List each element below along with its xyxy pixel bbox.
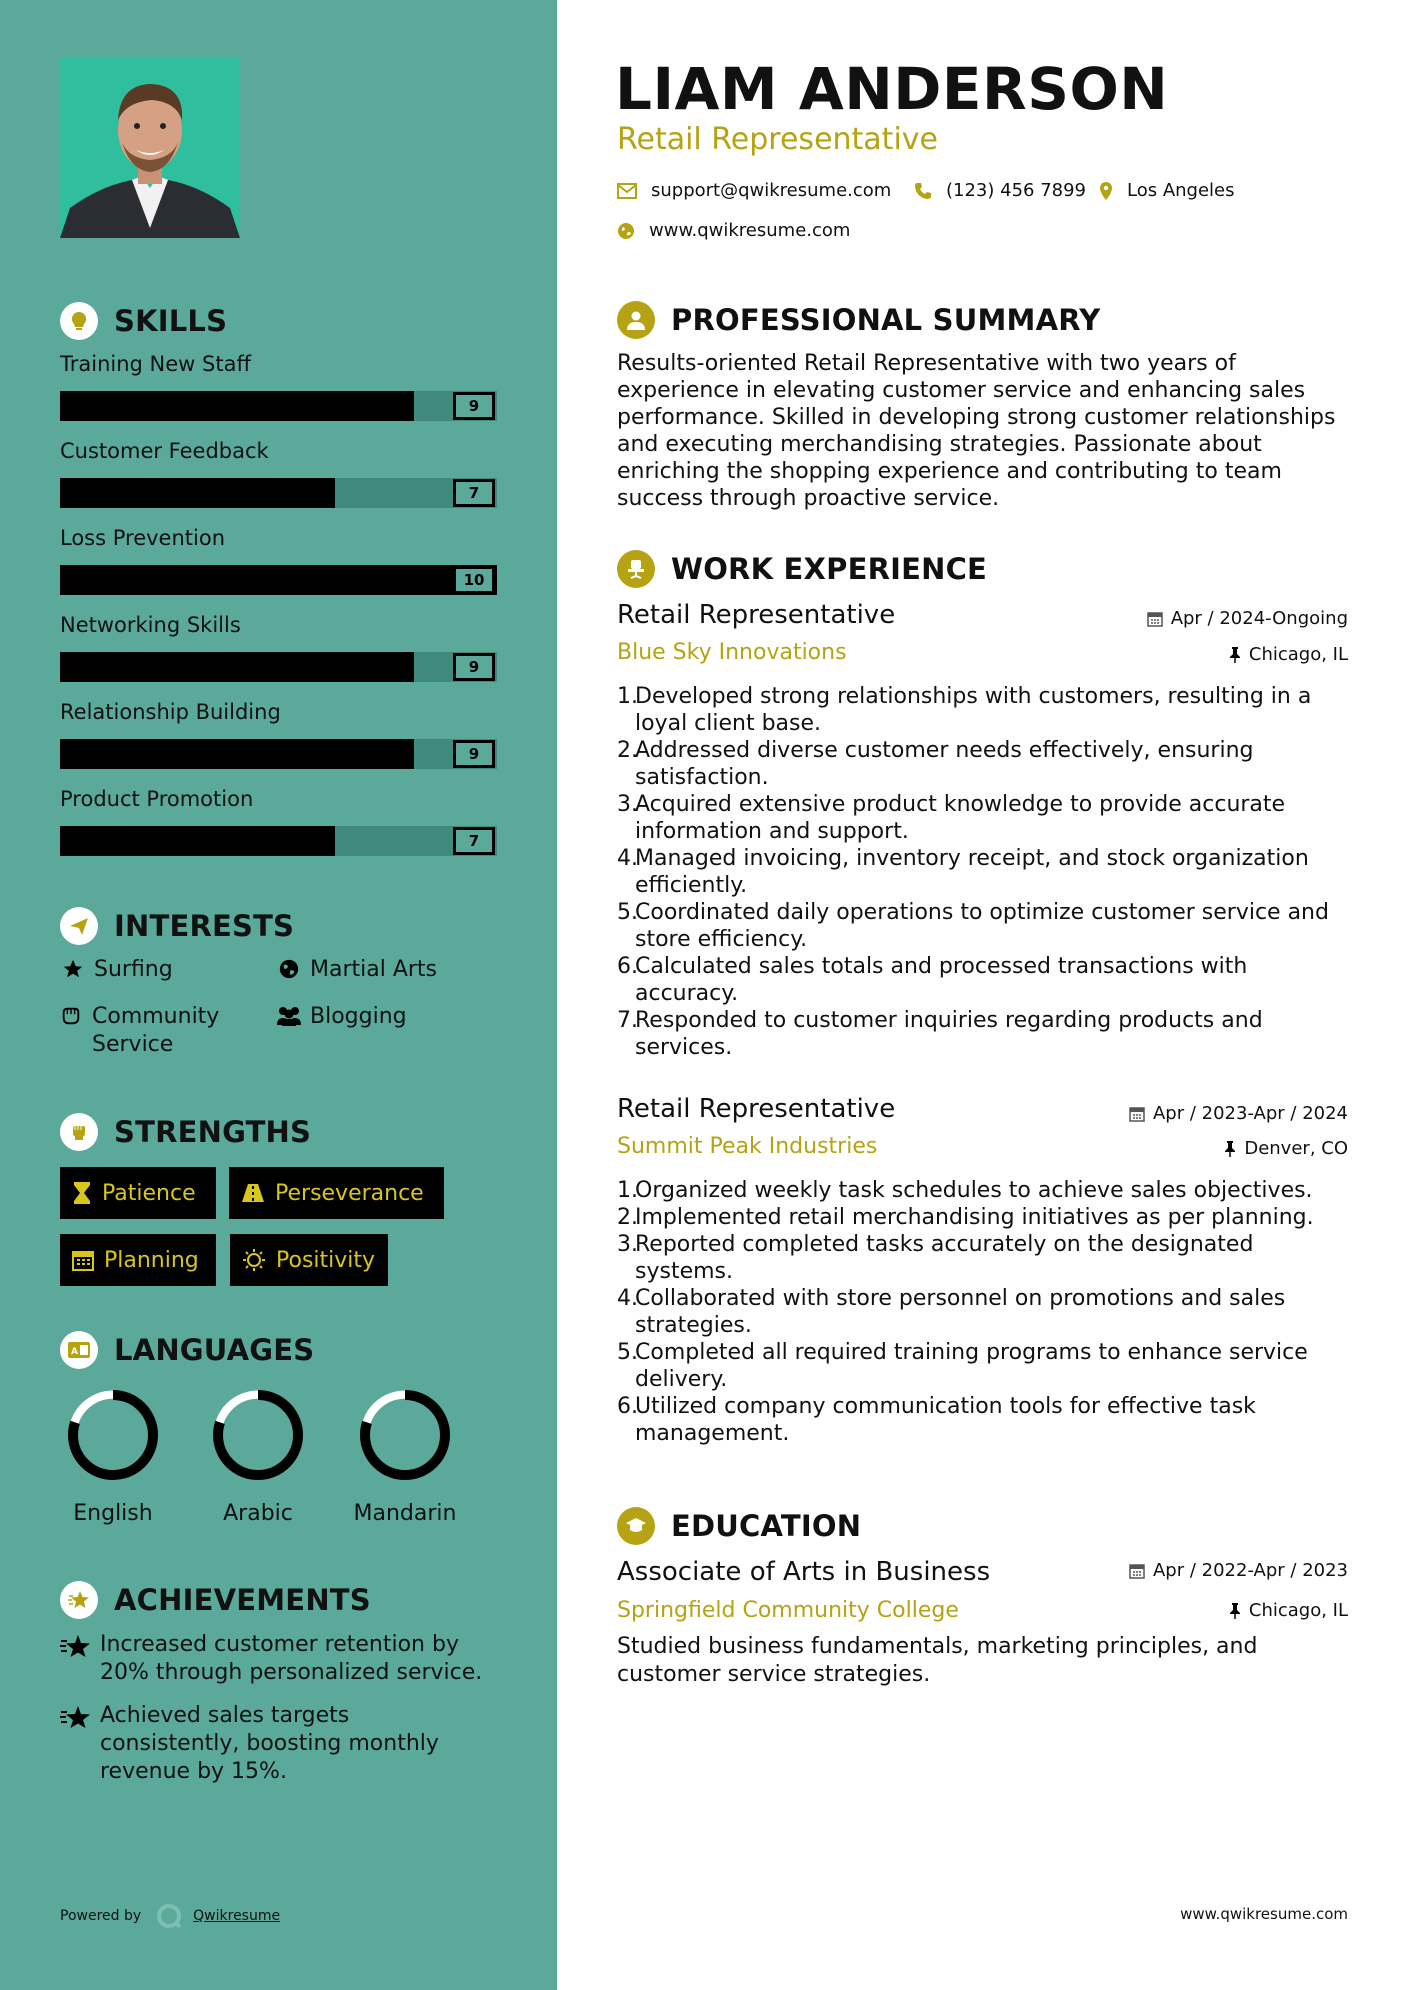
hourglass-icon (72, 1181, 92, 1205)
bullet-number: 5. (617, 900, 638, 925)
education-school: Springfield Community College (617, 1598, 959, 1623)
skill-bar-fill (60, 652, 414, 682)
education-description (617, 1633, 1357, 1689)
bullet-line: delivery. (635, 1367, 728, 1392)
bullet-line: strategies. (635, 1313, 752, 1338)
calendar-icon (72, 1249, 94, 1271)
skill-bar-fill (60, 391, 414, 421)
skill-label: Loss Prevention (60, 526, 226, 550)
job-date (1147, 608, 1348, 629)
bullet-line: loyal client base. (635, 711, 822, 736)
job-bullet (617, 845, 1377, 899)
language-ring (65, 1387, 161, 1483)
job-bullet (617, 899, 1377, 953)
job-date-text: Apr / 2023-Apr / 2024 (1152, 1103, 1348, 1124)
achievement-line: 20% through personalized service. (100, 1660, 483, 1685)
strength-label: Planning (104, 1247, 199, 1273)
language-ring (357, 1387, 453, 1483)
main-content (557, 0, 1407, 1990)
language-name: Arabic (223, 1501, 293, 1526)
job-bullet (617, 1393, 1377, 1447)
skill-score-badge: 7 (453, 827, 495, 855)
bullet-line: information and support. (635, 819, 909, 844)
bullet-line: Reported completed tasks accurately on the designated (635, 1232, 1254, 1257)
job-bullet (617, 1177, 1377, 1204)
skill-label: Customer Feedback (60, 439, 269, 463)
skill-bar (60, 565, 497, 595)
bullet-number: 2. (617, 1205, 638, 1230)
interest-surfing (60, 956, 173, 984)
skill-bar (60, 391, 497, 421)
interest-label: Blogging (310, 1004, 407, 1029)
globe-icon (617, 222, 635, 240)
skill-bar-fill (60, 565, 497, 595)
translate-icon (60, 1331, 98, 1369)
envelope-icon (617, 183, 637, 199)
phone-icon (914, 182, 932, 200)
interest-label-line1: Community (92, 1004, 220, 1029)
skill-bar-fill (60, 739, 414, 769)
bullet-line: Organized weekly task schedules to achieve sales objectives. (635, 1178, 1313, 1203)
bullet-line: Coordinated daily operations to optimize customer service and (635, 900, 1329, 925)
pushpin-icon (1224, 1140, 1236, 1158)
bullet-number: 4. (617, 1286, 638, 1311)
bullet-line: Collaborated with store personnel on promotions and sales (635, 1286, 1286, 1311)
bullet-text (635, 953, 1247, 1007)
strengths-heading (60, 1113, 311, 1151)
bullet-line: Addressed diverse customer needs effectively, ensuring (635, 738, 1254, 763)
graduation-cap-icon (617, 1507, 655, 1545)
education-degree: Associate of Arts in Business (617, 1557, 991, 1587)
powered-by (60, 1902, 280, 1930)
achievements-heading (60, 1581, 371, 1619)
candidate-name: LIAM ANDERSON (615, 55, 1169, 123)
skill-bar-fill (60, 478, 335, 508)
profile-photo (60, 58, 240, 238)
strength-chip-planning (60, 1234, 216, 1286)
bullet-line: efficiently. (635, 873, 748, 898)
job-bullet (617, 1007, 1377, 1061)
education-title: EDUCATION (671, 1509, 862, 1543)
job-location (1229, 644, 1348, 665)
achievement-text (100, 1631, 482, 1687)
languages-heading (60, 1331, 314, 1369)
bullet-line: Managed invoicing, inventory receipt, and stock organization (635, 846, 1309, 871)
phone-text: (123) 456 7899 (946, 180, 1087, 201)
achievement-line: revenue by 15%. (100, 1759, 287, 1784)
lightbulb-icon (60, 302, 98, 340)
summary-line: success through proactive service. (617, 486, 1000, 511)
summary-line: experience in elevating customer service and enhancing sales (617, 378, 1306, 403)
star-badge-icon (60, 1631, 100, 1687)
education-location (1229, 1600, 1348, 1621)
star-icon (60, 956, 86, 980)
education-heading (617, 1507, 861, 1545)
skill-score-badge: 9 (453, 653, 495, 681)
strength-label: Perseverance (275, 1180, 424, 1206)
sun-icon (242, 1248, 266, 1272)
interest-community-service (58, 1003, 219, 1059)
experience-heading (617, 550, 987, 588)
job-date-text: Apr / 2024-Ongoing (1170, 608, 1348, 629)
bullet-number: 1. (617, 1178, 638, 1203)
languages-title: LANGUAGES (114, 1333, 315, 1367)
bullet-line: Developed strong relationships with customers, resulting in a (635, 684, 1312, 709)
job-title: Retail Representative (617, 600, 896, 630)
bullet-number: 6. (617, 1394, 638, 1419)
skill-label: Relationship Building (60, 700, 281, 724)
powered-by-label: Powered by (60, 1908, 142, 1924)
interest-martial-arts (276, 956, 437, 984)
strength-label: Positivity (276, 1247, 376, 1273)
language-name: Mandarin (353, 1501, 457, 1526)
skill-label: Networking Skills (60, 613, 241, 637)
experience-title: WORK EXPERIENCE (671, 552, 988, 586)
bullet-text (635, 899, 1329, 953)
bullet-text (635, 1393, 1256, 1447)
bullet-text (635, 1007, 1263, 1061)
skill-score-badge: 10 (453, 566, 495, 594)
education-desc-line: Studied business fundamentals, marketing principles, and (617, 1634, 1258, 1659)
job-bullets (617, 683, 1377, 1061)
bullet-text (635, 683, 1311, 737)
job-company: Summit Peak Industries (617, 1134, 878, 1159)
contact-website[interactable] (617, 220, 850, 241)
bullet-line: Acquired extensive product knowledge to provide accurate (635, 792, 1286, 817)
job-location (1224, 1138, 1348, 1159)
svg-text:A: A (71, 1347, 78, 1357)
website-text: www.qwikresume.com (649, 220, 851, 241)
education-date-text: Apr / 2022-Apr / 2023 (1152, 1560, 1348, 1581)
language-ring (210, 1387, 306, 1483)
hand-icon (58, 1003, 84, 1027)
bullet-line: Calculated sales totals and processed transactions with (635, 954, 1248, 979)
achievement-item (60, 1631, 500, 1687)
education-location-text: Chicago, IL (1248, 1600, 1348, 1621)
bullet-text (635, 1231, 1253, 1285)
bullet-text (635, 845, 1309, 899)
language-name: English (73, 1501, 153, 1526)
bullet-text (635, 737, 1253, 791)
bullet-text (635, 791, 1285, 845)
fist-icon (60, 1113, 98, 1151)
sidebar (0, 0, 557, 1990)
paper-plane-icon (60, 907, 98, 945)
calendar-icon (1129, 1106, 1145, 1122)
bullet-number: 1. (617, 684, 638, 709)
bullet-number: 3. (617, 1232, 638, 1257)
skill-score-badge: 9 (453, 740, 495, 768)
bullet-line: satisfaction. (635, 765, 769, 790)
bullet-line: services. (635, 1035, 733, 1060)
achievements-title: ACHIEVEMENTS (114, 1583, 371, 1617)
bullet-number: 6. (617, 954, 638, 979)
bullet-number: 5. (617, 1340, 638, 1365)
interest-label: Surfing (94, 957, 173, 982)
bullet-line: accuracy. (635, 981, 739, 1006)
job-bullet (617, 683, 1377, 737)
qwikresume-link[interactable]: Qwikresume (193, 1908, 281, 1924)
user-icon (617, 301, 655, 339)
job-location-text: Chicago, IL (1248, 644, 1348, 665)
skills-title: SKILLS (114, 304, 228, 338)
education-desc-line: customer service strategies. (617, 1662, 931, 1687)
contact-email[interactable] (617, 180, 891, 201)
achievement-text (100, 1702, 439, 1786)
skill-label: Product Promotion (60, 787, 254, 811)
skill-bar-fill (60, 826, 335, 856)
strength-chip-patience (60, 1167, 216, 1219)
bullet-text (635, 1204, 1314, 1231)
job-bullet (617, 737, 1377, 791)
interests-title: INTERESTS (114, 909, 295, 943)
strengths-title: STRENGTHS (114, 1115, 312, 1149)
calendar-icon (1129, 1563, 1145, 1579)
job-location-text: Denver, CO (1244, 1138, 1348, 1159)
bullet-line: store efficiency. (635, 927, 808, 952)
bullet-line: Responded to customer inquiries regarding products and (635, 1008, 1263, 1033)
road-icon (241, 1183, 265, 1203)
office-chair-icon (617, 550, 655, 588)
bullet-number: 3. (617, 792, 638, 817)
job-bullet (617, 1339, 1377, 1393)
bullet-text (635, 1177, 1313, 1204)
interest-label-line2: Service (92, 1032, 174, 1057)
calendar-icon (1147, 611, 1163, 627)
interests-heading (60, 907, 294, 945)
bullet-number: 7. (617, 1008, 638, 1033)
interest-label: Martial Arts (310, 957, 438, 982)
job-bullet (617, 791, 1377, 845)
summary-line: Results-oriented Retail Representative with two years of (617, 351, 1236, 376)
job-bullet (617, 1285, 1377, 1339)
skill-bar (60, 739, 497, 769)
job-bullet (617, 953, 1377, 1007)
summary-line: and executing merchandising strategies. Passionate about (617, 432, 1262, 457)
achievement-item (60, 1702, 500, 1786)
star-badge-icon (60, 1702, 100, 1786)
email-text: support@qwikresume.com (651, 180, 892, 201)
star-badge-icon (60, 1581, 98, 1619)
bullet-line: management. (635, 1421, 790, 1446)
achievement-line: Increased customer retention by (100, 1632, 459, 1657)
interest-label-multiline (92, 1003, 219, 1059)
job-date (1129, 1103, 1348, 1124)
location-text: Los Angeles (1127, 180, 1235, 201)
job-bullet (617, 1231, 1377, 1285)
contact-location (1099, 180, 1235, 201)
bullet-line: systems. (635, 1259, 733, 1284)
skill-score-badge: 7 (453, 479, 495, 507)
summary-line: performance. Skilled in developing strong customer relationships (617, 405, 1336, 430)
pushpin-icon (1229, 646, 1241, 664)
bullet-text (635, 1285, 1285, 1339)
summary-title: PROFESSIONAL SUMMARY (671, 303, 1101, 337)
achievement-line: consistently, boosting monthly (100, 1731, 439, 1756)
footer-website[interactable]: www.qwikresume.com (1180, 1905, 1348, 1923)
strength-chip-perseverance (229, 1167, 444, 1219)
globe-icon (276, 956, 302, 980)
contact-phone[interactable] (914, 180, 1086, 201)
bullet-line: Utilized company communication tools for effective task (635, 1394, 1256, 1419)
bullet-text (635, 1339, 1308, 1393)
bullet-number: 2. (617, 738, 638, 763)
skills-heading (60, 302, 227, 340)
job-title: Retail Representative (617, 1094, 896, 1124)
education-date (1129, 1560, 1348, 1581)
bullet-line: Completed all required training programs to enhance service (635, 1340, 1308, 1365)
job-bullet (617, 1204, 1377, 1231)
summary-line: enriching the shopping experience and contributing to team (617, 459, 1282, 484)
map-pin-icon (1099, 181, 1113, 201)
candidate-role: Retail Representative (617, 122, 938, 157)
job-company: Blue Sky Innovations (617, 640, 847, 665)
achievement-line: Achieved sales targets (100, 1703, 350, 1728)
qwikresume-logo-icon (155, 1902, 183, 1930)
skill-bar (60, 478, 497, 508)
strength-label: Patience (102, 1180, 196, 1206)
job-bullets (617, 1177, 1377, 1447)
summary-text (617, 350, 1357, 512)
bullet-number: 4. (617, 846, 638, 871)
skill-bar (60, 652, 497, 682)
strength-chip-positivity (230, 1234, 388, 1286)
skill-label: Training New Staff (60, 352, 251, 376)
summary-heading (617, 301, 1100, 339)
skill-bar (60, 826, 497, 856)
pushpin-icon (1229, 1602, 1241, 1620)
interest-blogging (276, 1003, 407, 1031)
bullet-line: Implemented retail merchandising initiatives as per planning. (635, 1205, 1314, 1230)
skill-score-badge: 9 (453, 392, 495, 420)
users-icon (276, 1003, 302, 1027)
